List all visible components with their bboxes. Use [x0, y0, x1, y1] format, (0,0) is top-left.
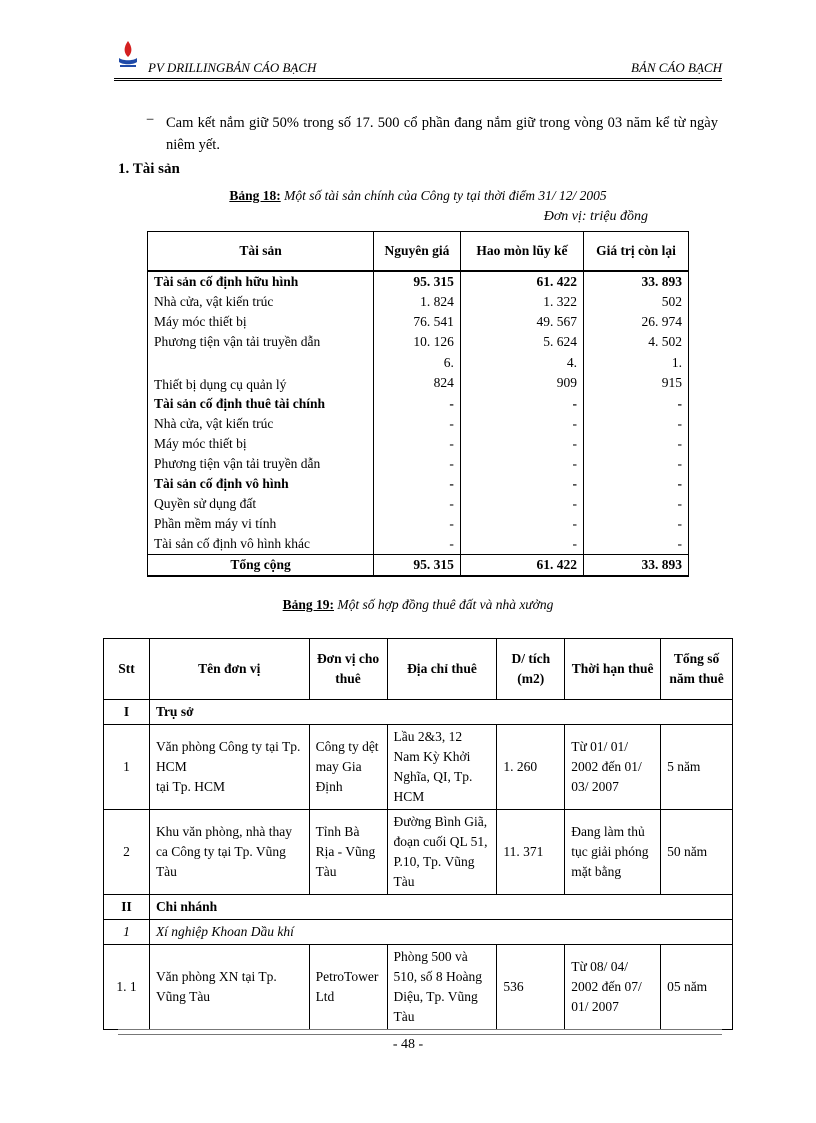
table-cell: 33. 893 [584, 271, 689, 292]
table-row [148, 434, 689, 454]
table-cell: Đường Bình Giã, đoạn cuối QL 51, P.10, Tp. Vũng Tàu [387, 810, 497, 895]
table-cell: Thiết bị dụng cụ quản lý [148, 352, 374, 394]
table-cell: 1 [104, 920, 150, 945]
table-header: Nguyên giá [374, 232, 461, 272]
table-cell: - [374, 474, 461, 494]
table-cell: Chi nhánh [149, 895, 732, 920]
table-row [148, 534, 689, 555]
assets-table [147, 231, 689, 577]
table-cell: 95. 315 [374, 555, 461, 577]
table-header: Tổng số năm thuê [661, 639, 733, 700]
table-header: Thời hạn thuê [565, 639, 661, 700]
subgroup-row [104, 920, 733, 945]
cell-line: 909 [556, 375, 577, 390]
table-cell: 1 [104, 725, 150, 810]
bullet-text: Cam kết nắm giữ 50% trong số 17. 500 cổ phần đang nắm giữ trong vòng 03 năm kể từ ngày niêm yết. [166, 115, 718, 153]
table-row [148, 474, 689, 494]
table-cell: 61. 422 [460, 555, 583, 577]
table-cell: Từ 01/ 01/ 2002 đến 01/ 03/ 2007 [565, 725, 661, 810]
table-cell: - [374, 534, 461, 555]
table-cell: - [374, 494, 461, 514]
header-left-title: PV DRILLINGBẢN CÁO BẠCH [148, 60, 317, 75]
table-cell: Quyền sử dụng đất [148, 494, 374, 514]
table-cell: - [584, 434, 689, 454]
table18-caption-text: Một số tài sản chính của Công ty tại thời điểm 31/ 12/ 2005 [280, 188, 607, 203]
table-header: Tài sản [148, 232, 374, 272]
table18-unit: Đơn vị: triệu đồng [543, 209, 648, 224]
table-cell: Phương tiện vận tải truyền dẫn [148, 454, 374, 474]
table-cell: - [374, 454, 461, 474]
table-cell [374, 352, 461, 394]
table-cell: 05 năm [661, 945, 733, 1030]
table-cell: Nhà cửa, vật kiến trúc [148, 292, 374, 312]
table-cell: 5 năm [661, 725, 733, 810]
table-cell: - [460, 394, 583, 414]
table-row [148, 271, 689, 292]
table-cell: Tỉnh Bà Rịa - Vũng Tàu [309, 810, 387, 895]
table-header: Đơn vị cho thuê [309, 639, 387, 700]
table-cell: Khu văn phòng, nhà thay ca Công ty tại Tp. Vũng Tàu [149, 810, 309, 895]
table-cell: - [374, 414, 461, 434]
table-cell: - [374, 394, 461, 414]
section-title: 1. Tài sản [118, 161, 180, 177]
table-row [148, 394, 689, 414]
table-cell: Máy móc thiết bị [148, 312, 374, 332]
table-cell: 61. 422 [460, 271, 583, 292]
table-cell: - [460, 534, 583, 555]
table-cell: Đang làm thủ tục giải phóng mặt bằng [565, 810, 661, 895]
table-cell: - [460, 474, 583, 494]
table-cell: Phương tiện vận tải truyền dẫn [148, 332, 374, 352]
table-cell: 76. 541 [374, 312, 461, 332]
table-cell: 33. 893 [584, 555, 689, 577]
table-cell: II [104, 895, 150, 920]
table-cell: 536 [497, 945, 565, 1030]
table-cell: - [460, 454, 583, 474]
table-header: Giá trị còn lại [584, 232, 689, 272]
table-row [148, 454, 689, 474]
table-cell: - [460, 514, 583, 534]
table-cell: 4. 502 [584, 332, 689, 352]
cell-line: 1. [671, 355, 682, 370]
lease-table [103, 638, 733, 1030]
table-cell: Tài sản cố định vô hình [148, 474, 374, 494]
table-cell: 1. 322 [460, 292, 583, 312]
table-header: Tên đơn vị [149, 639, 309, 700]
table-cell: - [374, 434, 461, 454]
table-cell: Máy móc thiết bị [148, 434, 374, 454]
table-cell [460, 352, 583, 394]
table-cell: - [584, 494, 689, 514]
table-cell: Tài sản cố định hữu hình [148, 271, 374, 292]
table-cell: - [584, 474, 689, 494]
table-cell: 11. 371 [497, 810, 565, 895]
table-row [104, 945, 733, 1030]
table-cell: Công ty dệt may Gia Định [309, 725, 387, 810]
table-cell: 95. 315 [374, 271, 461, 292]
header-divider [114, 78, 722, 81]
table-cell: Xí nghiệp Khoan Dầu khí [149, 920, 732, 945]
table-cell: PetroTower Ltd [309, 945, 387, 1030]
table-cell: - [460, 434, 583, 454]
table-cell: - [460, 414, 583, 434]
table-cell: Từ 08/ 04/ 2002 đến 07/ 01/ 2007 [565, 945, 661, 1030]
table19-caption-text: Một số hợp đồng thuê đất và nhà xưởng [334, 597, 554, 612]
table-cell: 49. 567 [460, 312, 583, 332]
table-cell: Lầu 2&3, 12 Nam Kỳ Khởi Nghĩa, QI, Tp. HCM [387, 725, 497, 810]
table-header: Stt [104, 639, 150, 700]
table-header: Địa chỉ thuê [387, 639, 497, 700]
table-cell: 2 [104, 810, 150, 895]
table-cell: 1. 1 [104, 945, 150, 1030]
footer-divider [118, 1029, 722, 1035]
table-cell: - [584, 514, 689, 534]
table-cell: Tài sản cố định vô hình khác [148, 534, 374, 555]
table-row [148, 352, 689, 394]
table-row [148, 332, 689, 352]
table19-label: Bảng 19: [282, 597, 334, 612]
table-cell: Văn phòng Công ty tại Tp. HCM tại Tp. HCM [149, 725, 309, 810]
table-cell: Nhà cửa, vật kiến trúc [148, 414, 374, 434]
pv-drilling-logo-icon [112, 38, 144, 70]
table-cell: 5. 624 [460, 332, 583, 352]
table-cell: - [584, 414, 689, 434]
table-row [148, 312, 689, 332]
table-cell [584, 352, 689, 394]
cell-line: 4. [566, 355, 577, 370]
table-cell: - [584, 394, 689, 414]
table-cell: I [104, 700, 150, 725]
table-cell: 10. 126 [374, 332, 461, 352]
table-cell: Tổng cộng [148, 555, 374, 577]
table-cell: - [374, 514, 461, 534]
table-row [148, 514, 689, 534]
table-cell: 1. 260 [497, 725, 565, 810]
table-cell: Trụ sở [149, 700, 732, 725]
table-row [148, 494, 689, 514]
table-cell: 1. 824 [374, 292, 461, 312]
table-cell: 502 [584, 292, 689, 312]
table-header: Hao mòn lũy kế [460, 232, 583, 272]
table-row [104, 725, 733, 810]
header-right-title: BẢN CÁO BẠCH [631, 60, 722, 75]
group-row [104, 700, 733, 725]
table-cell: - [584, 454, 689, 474]
table-cell: - [584, 534, 689, 555]
table18-caption [148, 188, 688, 204]
table-cell: 50 năm [661, 810, 733, 895]
cell-line: 915 [661, 375, 682, 390]
cell-line: 824 [433, 375, 454, 390]
table-row [104, 810, 733, 895]
table-total-row [148, 555, 689, 577]
table-row [148, 292, 689, 312]
table-cell: Tài sản cố định thuê tài chính [148, 394, 374, 414]
bullet-dash: − [146, 112, 155, 128]
table-header: D/ tích (m2) [497, 639, 565, 700]
table18-label: Bảng 18: [229, 188, 281, 203]
table-cell: - [460, 494, 583, 514]
cell-line: 6. [443, 355, 454, 370]
table19-caption [103, 597, 733, 613]
group-row [104, 895, 733, 920]
table-cell: Phần mềm máy vi tính [148, 514, 374, 534]
table-cell: Văn phòng XN tại Tp. Vũng Tàu [149, 945, 309, 1030]
table-cell: 26. 974 [584, 312, 689, 332]
table-cell: Phòng 500 và 510, số 8 Hoàng Diệu, Tp. Vũng Tàu [387, 945, 497, 1030]
page-number: - 48 - [392, 1037, 424, 1052]
table-row [148, 414, 689, 434]
